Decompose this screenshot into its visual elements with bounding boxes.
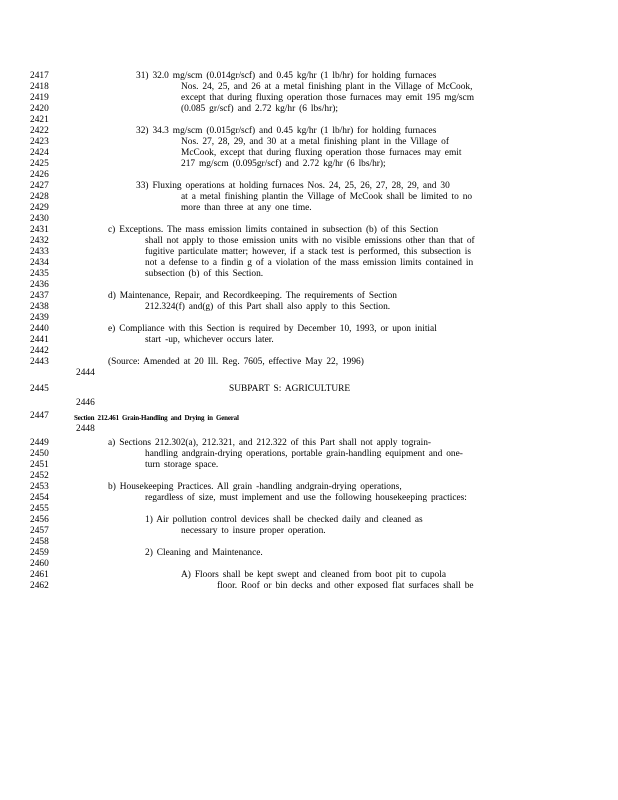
line-text: Nos. 27, 28, 29, and 30 at a metal finishing plant in the Village of xyxy=(181,137,449,147)
line-text: 212.324(f) and(g) of this Part shall also apply to this Section. xyxy=(145,302,391,312)
line-number: 2428 xyxy=(30,192,49,202)
line-text: more than three at any one time. xyxy=(181,203,312,213)
line-number: 2424 xyxy=(30,148,49,158)
line-text: not a defense to a findin g of a violation of the mass emission limits contained in xyxy=(145,258,474,268)
line-number: 2452 xyxy=(30,471,49,481)
line-number: 2461 xyxy=(30,570,49,580)
line-number: 2457 xyxy=(30,526,49,536)
line-text: floor. Roof or bin decks and other exposed flat surfaces shall be xyxy=(217,581,474,591)
line-number: 2434 xyxy=(30,258,49,268)
line-number: 2458 xyxy=(30,537,49,547)
line-text: 2) Cleaning and Maintenance. xyxy=(145,548,263,558)
line-number: 2433 xyxy=(30,247,49,257)
line-text: A) Floors shall be kept swept and cleaned from boot pit to cupola xyxy=(181,570,446,580)
line-number: 2417 xyxy=(30,71,49,81)
line-number: 2460 xyxy=(30,559,49,569)
line-number: 2446 xyxy=(76,398,95,408)
line-number: 2444 xyxy=(76,368,95,378)
line-number: 2456 xyxy=(30,515,49,525)
line-text: (Source: Amended at 20 Ill. Reg. 7605, effective May 22, 1996) xyxy=(108,357,364,367)
line-number: 2422 xyxy=(30,126,49,136)
line-text: 32) 34.3 mg/scm (0.015gr/scf) and 0.45 kg/hr (1 lb/hr) for holding furnaces xyxy=(136,126,437,136)
line-number: 2455 xyxy=(30,504,49,514)
section-heading: Section 212.461 Grain-Handling and Drying in General xyxy=(74,414,239,422)
line-number: 2435 xyxy=(30,269,49,279)
line-text: subsection (b) of this Section. xyxy=(145,269,264,279)
line-text: Nos. 24, 25, and 26 at a metal finishing plant in the Village of McCook, xyxy=(181,82,473,92)
line-number: 2447 xyxy=(30,411,49,421)
line-number: 2445 xyxy=(30,384,49,394)
line-text: c) Exceptions. The mass emission limits contained in subsection (b) of this Section xyxy=(108,225,439,235)
line-number: 2454 xyxy=(30,493,49,503)
line-text: regardless of size, must implement and use the following housekeeping practices: xyxy=(145,493,467,503)
line-text: 1) Air pollution control devices shall be checked daily and cleaned as xyxy=(145,515,423,525)
line-number: 2437 xyxy=(30,291,49,301)
line-text: McCook, except that during fluxing operation those furnaces may emit xyxy=(181,148,462,158)
line-text: d) Maintenance, Repair, and Recordkeeping. The requirements of Section xyxy=(108,291,397,301)
line-text: turn storage space. xyxy=(145,460,219,470)
line-number: 2426 xyxy=(30,170,49,180)
line-text: handling andgrain-drying operations, portable grain-handling equipment and one- xyxy=(145,449,463,459)
line-text: b) Housekeeping Practices. All grain -handling andgrain-drying operations, xyxy=(108,482,402,492)
line-number: 2418 xyxy=(30,82,49,92)
line-text: necessary to insure proper operation. xyxy=(181,526,326,536)
line-number: 2443 xyxy=(30,357,49,367)
line-number: 2442 xyxy=(30,346,49,356)
line-text: (0.085 gr/scf) and 2.72 kg/hr (6 lbs/hr); xyxy=(181,104,338,114)
line-number: 2439 xyxy=(30,313,49,323)
subpart-heading: SUBPART S: AGRICULTURE xyxy=(229,384,351,394)
line-number: 2448 xyxy=(76,424,95,434)
line-number: 2425 xyxy=(30,159,49,169)
line-number: 2436 xyxy=(30,280,49,290)
line-number: 2449 xyxy=(30,438,49,448)
line-text: start -up, whichever occurs later. xyxy=(145,335,274,345)
line-number: 2431 xyxy=(30,225,49,235)
line-number: 2451 xyxy=(30,460,49,470)
line-text: fugitive particulate matter; however, if a stack test is performed, this subsection is xyxy=(145,247,472,257)
line-text: at a metal finishing plantin the Village of McCook shall be limited to no xyxy=(181,192,473,202)
line-number: 2423 xyxy=(30,137,49,147)
line-number: 2427 xyxy=(30,181,49,191)
line-number: 2450 xyxy=(30,449,49,459)
line-text: except that during fluxing operation those furnaces may emit 195 mg/scm xyxy=(181,93,475,103)
line-number: 2441 xyxy=(30,335,49,345)
line-number: 2453 xyxy=(30,482,49,492)
line-text: 31) 32.0 mg/scm (0.014gr/scf) and 0.45 kg/hr (1 lb/hr) for holding furnaces xyxy=(136,71,437,81)
line-number: 2459 xyxy=(30,548,49,558)
line-number: 2429 xyxy=(30,203,49,213)
line-number: 2419 xyxy=(30,93,49,103)
line-text: 33) Fluxing operations at holding furnaces Nos. 24, 25, 26, 27, 28, 29, and 30 xyxy=(136,181,450,191)
line-number: 2430 xyxy=(30,214,49,224)
line-text: a) Sections 212.302(a), 212.321, and 212.322 of this Part shall not apply tograin- xyxy=(108,438,432,448)
line-number: 2432 xyxy=(30,236,49,246)
line-text: e) Compliance with this Section is required by December 10, 1993, or upon initial xyxy=(108,324,437,334)
line-number: 2438 xyxy=(30,302,49,312)
line-text: shall not apply to those emission units with no visible emissions other than that of xyxy=(145,236,475,246)
line-number: 2420 xyxy=(30,104,49,114)
line-number: 2440 xyxy=(30,324,49,334)
line-number: 2421 xyxy=(30,115,49,125)
line-text: 217 mg/scm (0.095gr/scf) and 2.72 kg/hr (6 lbs/hr); xyxy=(181,159,386,169)
line-number: 2462 xyxy=(30,581,49,591)
